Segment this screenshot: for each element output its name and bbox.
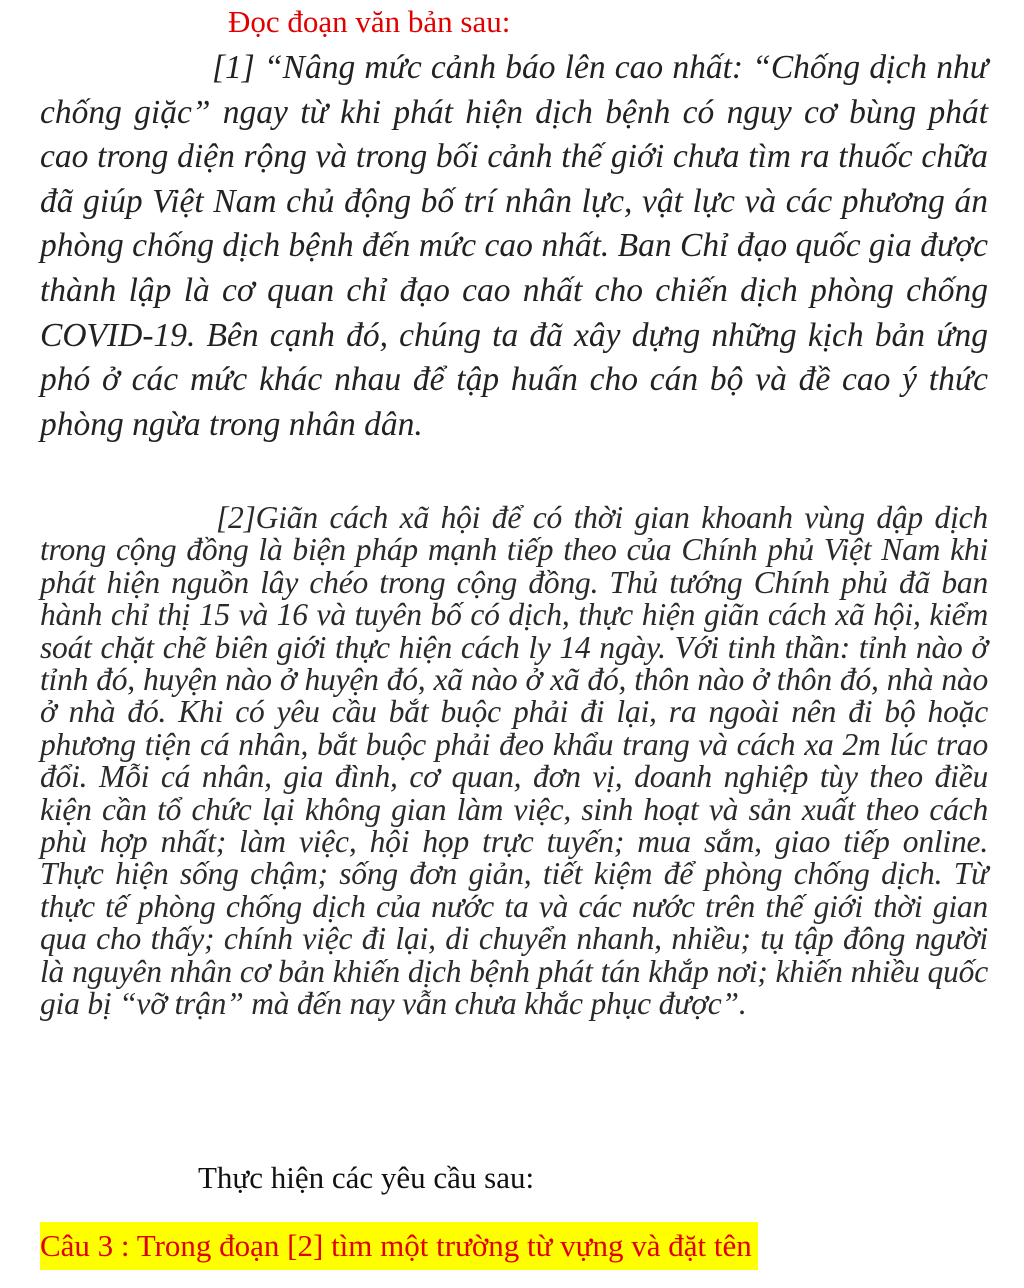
paragraph-1: [1] “Nâng mức cảnh báo lên cao nhất: “Chống dịch như chống giặc” ngay từ khi phát hiện dịch bệnh có nguy cơ bùng phát cao trong diện rộng và trong bối cảnh thế giới chưa tìm ra thuốc chữa đã giúp Việt Nam chủ động bố trí nhân lực, vật lực và các phương án phòng chống dịch bệnh đến mức cao nhất. Ban Chỉ đạo quốc gia được thành lập là cơ quan chỉ đạo cao nhất cho chiến dịch phòng chống COVID-19. Bên cạnh đó, chúng ta đã xây dựng những kịch bản ứng phó ở các mức khác nhau để tập huấn cho cán bộ và đề cao ý thức phòng ngừa trong nhân dân.	[40, 49, 988, 443]
instructions-line: Thực hiện các yêu cầu sau:	[198, 1160, 535, 1195]
paragraph-2: [2]Giãn cách xã hội để có thời gian khoanh vùng dập dịch trong cộng đồng là biện pháp mạnh tiếp theo của Chính phủ Việt Nam khi phát hiện nguồn lây chéo trong cộng đồng. Thủ tướng Chính phủ đã ban hành chỉ thị 15 và 16 và tuyên bố có dịch, thực hiện giãn cách xã hội, kiểm soát chặt chẽ biên giới thực hiện cách ly 14 ngày. Với tinh thần: tỉnh nào ở tỉnh đó, huyện nào ở huyện đó, xã nào ở xã đó, thôn nào ở thôn đó, nhà nào ở nhà đó. Khi có yêu cầu bắt buộc phải đi lại, ra ngoài nên đi bộ hoặc phương tiện cá nhân, bắt buộc phải đeo khẩu trang và cách xa 2m lúc trao đổi. Mỗi cá nhân, gia đình, cơ quan, đơn vị, doanh nghiệp tùy theo điều kiện cần tổ chức lại không gian làm việc, sinh hoạt và sản xuất theo cách phù hợp nhất; làm việc, hội họp trực tuyến; mua sắm, giao tiếp online. Thực hiện sống chậm; sống đơn giản, tiết kiệm để phòng chống dịch. Từ thực tế phòng chống dịch của nước ta và các nước trên thế giới thời gian qua cho thấy; chính việc đi lại, di chuyển nhanh, nhiều; tụ tập đông người là nguyên nhân cơ bản khiến dịch bệnh phát tán khắp nơi; khiến nhiều quốc gia bị “vỡ trận” mà đến nay vẫn chưa khắc phục được”.	[40, 500, 988, 1022]
reading-heading: Đọc đoạn văn bản sau:	[228, 4, 511, 39]
question-3: Câu 3 : Trong đoạn [2] tìm một trường từ vựng và đặt tên	[40, 1222, 758, 1270]
